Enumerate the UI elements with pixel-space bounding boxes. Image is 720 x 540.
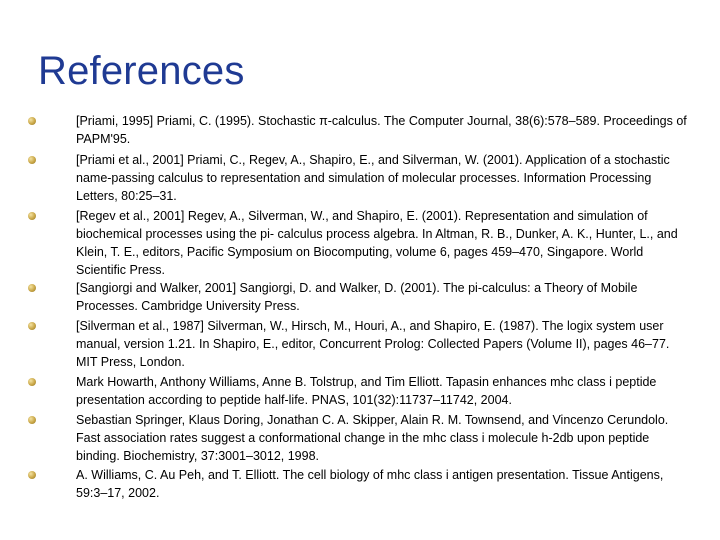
reference-text: [Regev et al., 2001] Regev, A., Silverman, W., and Shapiro, E. (2001). Representation and simulation of biochemical processes using the pi- calculus process algebra. In Altman, R. B., Dunker, A. K., Hunter, L., and Klein, T. E., editors, Pacific Symposium on Biocomputing, volume 6, pages 459–470, Singapore. World Scientific Press. xyxy=(76,209,678,277)
reference-text: [Sangiorgi and Walker, 2001] Sangiorgi, D. and Walker, D. (2001). The pi-calculus: a Theory of Mobile Processes. Cambridge University Press. xyxy=(76,281,638,313)
bullet-icon xyxy=(28,284,36,292)
reference-text: Sebastian Springer, Klaus Doring, Jonathan C. A. Skipper, Alain R. M. Townsend, and Vincenzo Cerundolo. Fast association rates suggest a conformational change in the mhc class i molecule h-2db upon peptide binding. Biochemistry, 37:3001–3012, 1998. xyxy=(76,413,669,463)
bullet-icon xyxy=(28,322,36,330)
bullet-icon xyxy=(28,156,36,164)
reference-text: [Priami et al., 2001] Priami, C., Regev, A., Shapiro, E., and Silverman, W. (2001). Application of a stochastic name-passing calculus to representation and simulation of molecular processes. Information Processing Letters, 80:25–31. xyxy=(76,153,670,203)
bullet-icon xyxy=(28,416,36,424)
bullet-icon xyxy=(28,117,36,125)
page-title: References xyxy=(38,48,245,93)
reference-text: A. Williams, C. Au Peh, and T. Elliott. The cell biology of mhc class i antigen presentation. Tissue Antigens, 59:3–17, 2002. xyxy=(76,468,664,500)
reference-text: Mark Howarth, Anthony Williams, Anne B. Tolstrup, and Tim Elliott. Tapasin enhances mhc class i peptide presentation according to peptide half-life. PNAS, 101(32):11737–11742, 2004. xyxy=(76,375,657,407)
bullet-icon xyxy=(28,212,36,220)
reference-text: [Priami, 1995] Priami, C. (1995). Stochastic π-calculus. The Computer Journal, 38(6):578–589. Proceedings of PAPM'95. xyxy=(76,114,687,146)
bullet-icon xyxy=(28,378,36,386)
bullet-icon xyxy=(28,471,36,479)
reference-text: [Silverman et al., 1987] Silverman, W., Hirsch, M., Houri, A., and Shapiro, E. (1987). The logix system user manual, version 1.21. In Shapiro, E., editor, Concurrent Prolog: Collected Papers (Volume II), pages 46–77. MIT Press, London. xyxy=(76,319,670,369)
